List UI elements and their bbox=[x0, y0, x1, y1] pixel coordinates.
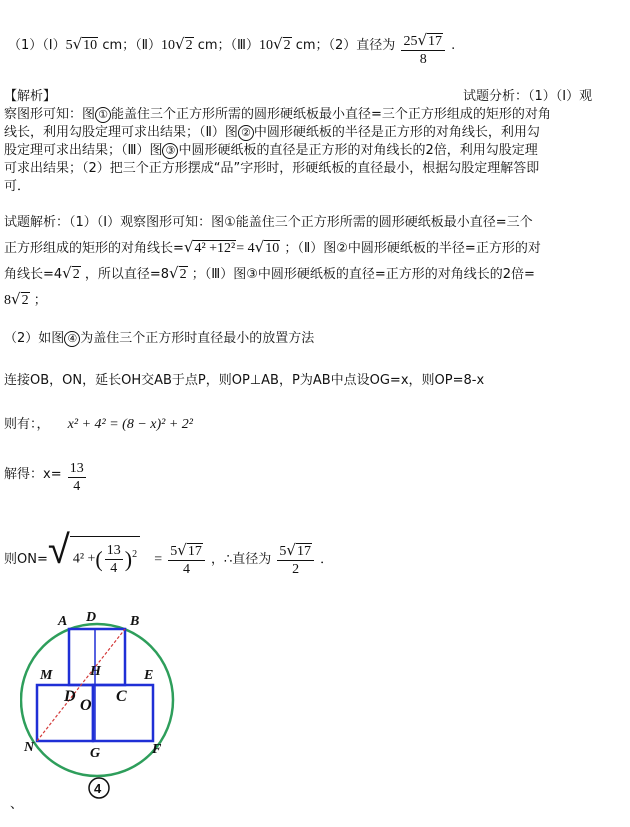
figure-1-marker: ① bbox=[95, 107, 111, 123]
solution-line-1: 试题解析：（1）（Ⅰ）观察图形可知：图①能盖住三个正方形所需的圆形硬纸板最小直径=三个 bbox=[4, 215, 533, 230]
answer-part-label: （1）（Ⅰ） bbox=[8, 38, 66, 53]
part2-diameter-label: ，∴直径为 bbox=[210, 552, 272, 567]
analysis-line-1 bbox=[4, 106, 551, 124]
figure-number: 4 bbox=[94, 781, 102, 796]
label-F: F bbox=[152, 742, 162, 757]
solution-eq-4: = 4 bbox=[236, 241, 255, 256]
part2-diameter-den: 2 bbox=[292, 561, 300, 577]
solution-line-3-c: ；（Ⅲ）图③中圆形硬纸板的直径=正方形的对角线长的2倍= bbox=[191, 267, 535, 282]
part2-on-radicand: 4² +( $\frac{13}{4}$ )$^2$ bbox=[70, 536, 140, 578]
solution-line-2-b: ；（Ⅱ）图②中圆形硬纸板的半径=正方形的对 bbox=[284, 241, 541, 256]
analysis-line-2-b: 中圆形硬纸板的半径是正方形的对角线长，利用勾 bbox=[253, 125, 540, 140]
part2-on-equals: = bbox=[154, 552, 163, 567]
analysis-line-5: 可． bbox=[4, 179, 31, 194]
answer-frac-den: 8 bbox=[419, 52, 427, 67]
part2-intro-b: 为盖住三个正方形时直径最小的放置方法 bbox=[80, 331, 315, 346]
figure-4 bbox=[20, 605, 190, 800]
part2-on-inner-den: 4 bbox=[110, 561, 118, 577]
answer-diameter-fraction: $\frac{25√17}{8}$ bbox=[401, 32, 445, 68]
solution-radicand-sum: 4² +12² bbox=[194, 241, 236, 256]
part2-solve-num: 13 bbox=[69, 461, 84, 476]
part2-on-inner-num: 13 bbox=[106, 543, 121, 559]
analysis-head: 试题分析：（1）（Ⅰ）观 bbox=[463, 89, 593, 104]
solution-radicand-2a: 2 bbox=[72, 267, 80, 282]
label-N: N bbox=[24, 740, 35, 755]
answer-end: . bbox=[451, 38, 456, 53]
answer-coef-3: 10 bbox=[259, 38, 274, 53]
label-E: E bbox=[144, 668, 154, 683]
solution-radicand-2b: 2 bbox=[179, 267, 187, 282]
part2-on-end: ． bbox=[320, 552, 334, 567]
part2-intro bbox=[4, 330, 314, 348]
part2-solve bbox=[4, 460, 88, 495]
analysis-line-1-a: 察图形可知：图 bbox=[4, 107, 96, 122]
answer-coef-1: 5 bbox=[65, 38, 73, 53]
part2-on-result-den: 4 bbox=[183, 561, 191, 577]
part2-on-result-coef: 5 bbox=[170, 543, 178, 559]
part2-solve-den: 4 bbox=[73, 479, 81, 494]
analysis-tag: 【解析】 bbox=[4, 89, 57, 104]
part2-on-label: 则ON= bbox=[4, 552, 48, 567]
part2-diameter-radicand: 17 bbox=[296, 543, 311, 559]
part2-intro-a: （2）如图 bbox=[4, 331, 65, 346]
solution-line-3: 角线长=4√2 ，所以直径=8√2 ；（Ⅲ）图③中圆形硬纸板的直径=正方形的对角线长的2倍= bbox=[4, 264, 535, 282]
part2-solve-label: 解得：x= bbox=[4, 467, 62, 482]
part2-construction: 连接OB，ON，延长OH交AB于点P，则OP⊥AB，P为AB中点设OG=x，则OP=8-x bbox=[4, 373, 485, 388]
part2-diameter-fraction: $\frac{5√17}{2}$ bbox=[277, 542, 314, 578]
solution-radicand-2c: 2 bbox=[21, 293, 29, 308]
label-B: B bbox=[130, 614, 140, 629]
part2-on-result: $\frac{5√17}{4}$ bbox=[168, 542, 205, 578]
solution-line-3-a: 角线长=4 bbox=[4, 267, 63, 282]
analysis-line-1-b: 能盖住三个正方形所需的圆形硬纸板最小直径=三个正方形组成的矩形的对角 bbox=[111, 107, 551, 122]
answer-line: （1）（Ⅰ）5√10 cm；（Ⅱ）10√2 cm；（Ⅲ）10√2 cm；（2）直径为 $\frac{25√17}{8}$ . bbox=[8, 31, 456, 67]
label-A: A bbox=[58, 614, 68, 629]
answer-unit-2: cm；（Ⅲ） bbox=[197, 38, 260, 53]
part2-equation bbox=[4, 416, 193, 434]
solution-line-2: 正方形组成的矩形的对角线长=√4² +12²= 4√10 ；（Ⅱ）图②中圆形硬纸板的半径=正方形的对 bbox=[4, 238, 541, 256]
answer-frac-num: 25 bbox=[403, 34, 418, 49]
answer-unit-3: cm；（2）直径为 bbox=[295, 38, 396, 53]
answer-radicand-3: 2 bbox=[283, 38, 291, 53]
label-G: G bbox=[90, 746, 101, 761]
label-D: D bbox=[64, 688, 76, 705]
part2-on-inner-fraction bbox=[105, 542, 123, 577]
answer-radicand-1: 10 bbox=[83, 38, 98, 53]
answer-coef-2: 10 bbox=[161, 38, 176, 53]
solution-radicand-10: 10 bbox=[265, 241, 280, 256]
label-C: C bbox=[116, 688, 127, 705]
solution-line-4-coef: 8 bbox=[4, 293, 11, 308]
label-D-top: D bbox=[86, 610, 97, 625]
analysis-line-3-b: 中圆形硬纸板的直径是正方形的对角线长的2倍，利用勾股定理 bbox=[178, 143, 538, 158]
part2-equation-label: 则有：， bbox=[4, 417, 50, 432]
part2-diameter-coef: 5 bbox=[279, 543, 287, 559]
analysis-line-2-a: 线长，利用勾股定理可求出结果；（Ⅱ）图 bbox=[4, 125, 238, 140]
analysis-line-4: 可求出结果；（2）把三个正方形摆成“品”字形时，形硬纸板的直径最小，根据勾股定理解答即 bbox=[4, 161, 540, 176]
analysis-line-3 bbox=[4, 142, 538, 160]
answer-frac-radicand: 17 bbox=[428, 34, 443, 49]
label-O: O bbox=[80, 697, 92, 714]
analysis-line-3-a: 股定理可求出结果；（Ⅲ）图 bbox=[4, 143, 163, 158]
solution-line-4: 8√2 ； bbox=[4, 290, 47, 308]
part2-on-result-radicand: 17 bbox=[187, 543, 202, 559]
label-M: M bbox=[40, 668, 53, 683]
part2-equation-expr: x² + 4² = (8 − x)² + 2² bbox=[67, 417, 193, 432]
label-H: H bbox=[90, 664, 101, 679]
analysis-line-2 bbox=[4, 124, 540, 142]
figure-3-marker: ③ bbox=[162, 143, 178, 159]
figure-2-marker: ② bbox=[238, 125, 254, 141]
solution-line-4-end: ； bbox=[33, 293, 47, 308]
answer-radicand-2: 2 bbox=[185, 38, 193, 53]
trailing-mark: 、 bbox=[10, 797, 24, 812]
part2-on-radicand-a: 4² + bbox=[72, 552, 96, 567]
solution-line-3-b: ，所以直径=8 bbox=[84, 267, 170, 282]
figure-4-marker: ④ bbox=[64, 331, 80, 347]
part2-on-length: 则ON=√ 4² +( $\frac{13}{4}$ )$^2$ = $\frac{5√17}{4}$ ，∴直径为 $\frac{5√17}{2}$ ． bbox=[4, 527, 334, 577]
answer-unit-1: cm；（Ⅱ） bbox=[102, 38, 162, 53]
part2-solve-fraction bbox=[68, 460, 86, 495]
solution-line-2-a: 正方形组成的矩形的对角线长= bbox=[4, 241, 184, 256]
